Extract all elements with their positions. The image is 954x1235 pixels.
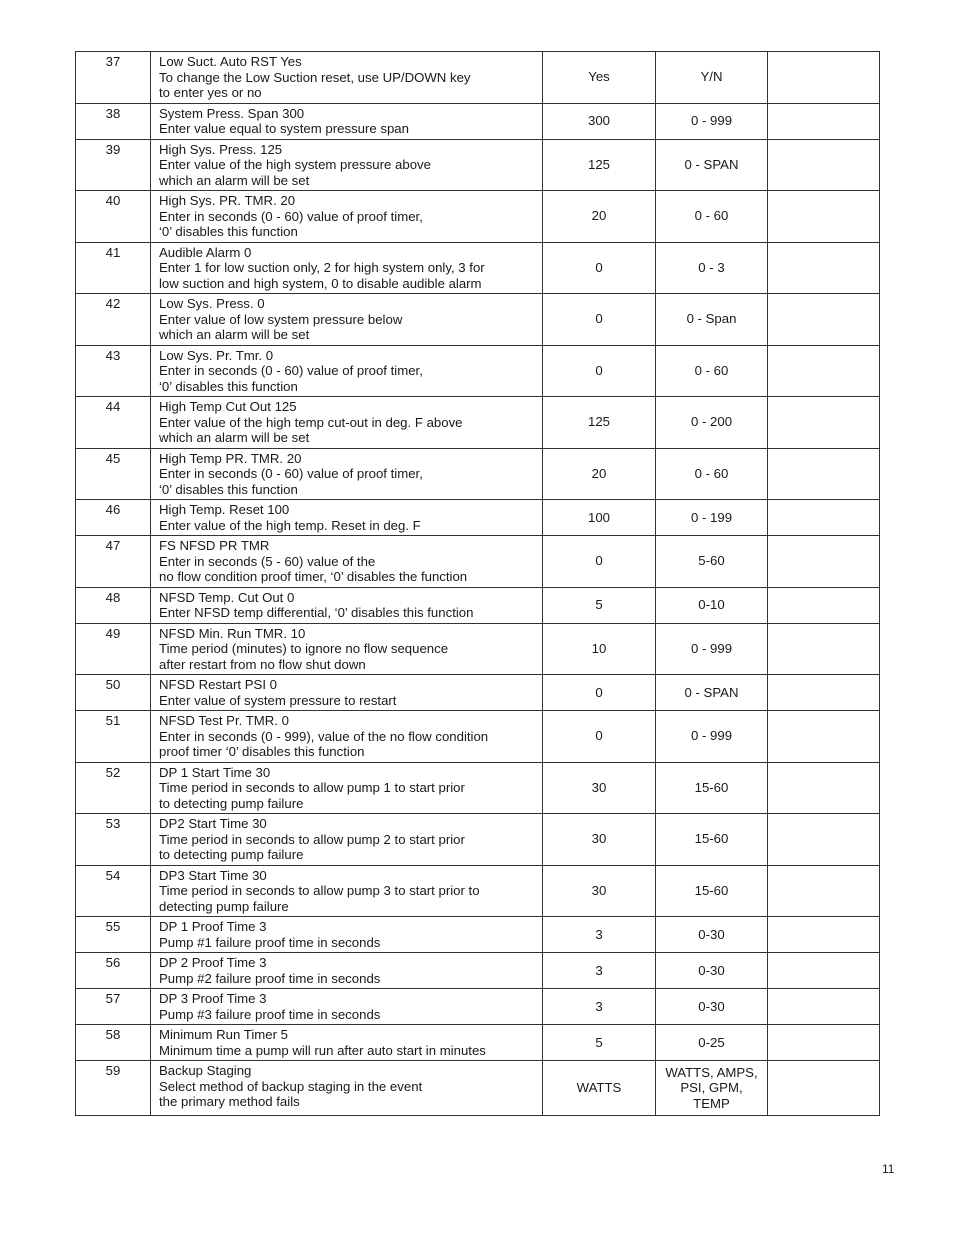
value-range: [656, 989, 768, 1025]
table-row: [76, 139, 880, 191]
parameter-number: 37: [76, 52, 151, 104]
value-range: [656, 103, 768, 139]
range-line: 0 - 60: [694, 208, 729, 224]
parameter-description: [151, 448, 543, 500]
parameter-description: [151, 103, 543, 139]
range-line: 15-60: [694, 882, 729, 898]
value-range: [656, 1061, 768, 1116]
default-value: 20: [543, 448, 656, 500]
parameter-help-text: low suction and high system, 0 to disable audible alarm: [159, 275, 482, 291]
default-value: 0: [543, 711, 656, 763]
value-range: [656, 865, 768, 917]
parameter-help-text: Enter value of the high temp. Reset in deg. F: [159, 517, 421, 533]
default-value: 0: [543, 675, 656, 711]
parameter-help-text: which an alarm will be set: [159, 430, 310, 446]
range-line: 0-30: [698, 962, 725, 978]
notes-cell: [768, 762, 880, 814]
parameter-help-text: Time period in seconds to allow pump 2 to start prior: [159, 831, 465, 847]
parameter-number: 48: [76, 587, 151, 623]
notes-cell: [768, 345, 880, 397]
default-value: 3: [543, 953, 656, 989]
parameter-help-text: Enter value equal to system pressure span: [159, 121, 409, 137]
parameter-help-text: to detecting pump failure: [159, 847, 304, 863]
parameter-name: High Temp PR. TMR. 20: [159, 450, 302, 466]
table-row: [76, 814, 880, 866]
notes-cell: [768, 675, 880, 711]
value-range: [656, 191, 768, 243]
parameter-description: [151, 711, 543, 763]
range-line: 0-10: [698, 597, 725, 613]
parameter-help-text: Enter in seconds (0 - 60) value of proof timer,: [159, 208, 423, 224]
table-row: [76, 989, 880, 1025]
notes-cell: [768, 242, 880, 294]
parameter-number: 55: [76, 917, 151, 953]
table-row: [76, 294, 880, 346]
parameter-name: NFSD Temp. Cut Out 0: [159, 589, 295, 605]
parameter-description: [151, 294, 543, 346]
parameter-help-text: ‘0’ disables this function: [159, 224, 298, 240]
range-line: 0 - 60: [694, 362, 729, 378]
parameter-name: DP 1 Start Time 30: [159, 764, 271, 780]
value-range: [656, 675, 768, 711]
range-line: 0-30: [698, 998, 725, 1014]
notes-cell: [768, 500, 880, 536]
parameter-number: 56: [76, 953, 151, 989]
value-range: [656, 623, 768, 675]
parameter-help-text: ‘0’ disables this function: [159, 378, 298, 394]
range-line: 0 - 999: [690, 728, 733, 744]
notes-cell: [768, 989, 880, 1025]
parameter-name: System Press. Span 300: [159, 105, 305, 121]
parameter-description: [151, 762, 543, 814]
range-line: 0 - 200: [690, 414, 733, 430]
value-range: [656, 1025, 768, 1061]
default-value: Yes: [543, 52, 656, 104]
parameter-help-text: which an alarm will be set: [159, 327, 310, 343]
range-line: TEMP: [693, 1095, 730, 1111]
value-range: [656, 711, 768, 763]
parameter-help-text: no flow condition proof timer, ‘0’ disables the function: [159, 569, 468, 585]
parameter-name: High Sys. Press. 125: [159, 141, 283, 157]
table-row: [76, 448, 880, 500]
parameter-help-text: Enter NFSD temp differential, ‘0’ disables this function: [159, 605, 474, 621]
table-row: [76, 917, 880, 953]
parameter-description: [151, 345, 543, 397]
parameter-help-text: Minimum time a pump will run after auto start in minutes: [159, 1042, 486, 1058]
notes-cell: [768, 587, 880, 623]
parameter-name: DP 2 Proof Time 3: [159, 955, 267, 970]
parameter-description: [151, 675, 543, 711]
parameter-name: Audible Alarm 0: [159, 244, 252, 260]
range-line: 0 - 999: [690, 640, 733, 656]
range-line: 0 - 999: [690, 113, 733, 129]
parameter-help-text: Enter value of the high temp cut-out in deg. F above: [159, 414, 463, 430]
parameter-help-text: Enter in seconds (5 - 60) value of the: [159, 553, 376, 569]
table-row: [76, 623, 880, 675]
parameter-help-text: which an alarm will be set: [159, 172, 310, 188]
default-value: 3: [543, 917, 656, 953]
value-range: [656, 397, 768, 449]
value-range: [656, 448, 768, 500]
parameter-help-text: Enter value of low system pressure below: [159, 311, 403, 327]
parameter-description: [151, 52, 543, 104]
parameter-description: [151, 953, 543, 989]
table-row: [76, 675, 880, 711]
table-row: [76, 242, 880, 294]
parameter-number: 43: [76, 345, 151, 397]
parameter-name: High Sys. PR. TMR. 20: [159, 193, 296, 208]
parameter-help-text: to enter yes or no: [159, 85, 262, 101]
value-range: [656, 52, 768, 104]
parameter-number: 54: [76, 865, 151, 917]
parameter-number: 46: [76, 500, 151, 536]
value-range: [656, 536, 768, 588]
range-line: 0 - SPAN: [684, 156, 739, 172]
range-line: 0 - 3: [698, 259, 725, 275]
parameter-name: Minimum Run Timer 5: [159, 1027, 288, 1042]
notes-cell: [768, 139, 880, 191]
parameter-help-text: Enter 1 for low suction only, 2 for high system only, 3 for: [159, 260, 485, 276]
parameter-help-text: ‘0’ disables this function: [159, 481, 298, 497]
parameter-number: 51: [76, 711, 151, 763]
notes-cell: [768, 397, 880, 449]
default-value: 5: [543, 1025, 656, 1061]
value-range: [656, 242, 768, 294]
table-row: [76, 345, 880, 397]
value-range: [656, 917, 768, 953]
parameter-help-text: Time period in seconds to allow pump 3 to start prior to: [159, 883, 480, 899]
value-range: [656, 587, 768, 623]
parameter-description: [151, 242, 543, 294]
parameter-name: DP3 Start Time 30: [159, 867, 267, 883]
parameter-name: High Temp. Reset 100: [159, 502, 290, 517]
range-line: 0 - 199: [690, 509, 733, 525]
parameter-name: High Temp Cut Out 125: [159, 399, 297, 414]
parameter-name: NFSD Min. Run TMR. 10: [159, 625, 306, 641]
parameter-number: 57: [76, 989, 151, 1025]
parameter-table-body: [76, 52, 880, 1116]
parameter-help-text: Time period (minutes) to ignore no flow sequence: [159, 641, 449, 657]
default-value: 125: [543, 397, 656, 449]
range-line: PSI, GPM,: [680, 1080, 743, 1096]
parameter-name: NFSD Test Pr. TMR. 0: [159, 713, 289, 728]
notes-cell: [768, 191, 880, 243]
default-value: 30: [543, 814, 656, 866]
value-range: [656, 294, 768, 346]
parameter-description: [151, 989, 543, 1025]
table-row: [76, 865, 880, 917]
parameter-number: 58: [76, 1025, 151, 1061]
notes-cell: [768, 294, 880, 346]
notes-cell: [768, 448, 880, 500]
parameter-help-text: to detecting pump failure: [159, 795, 304, 811]
table-row: [76, 103, 880, 139]
table-row: [76, 52, 880, 104]
parameter-name: DP 3 Proof Time 3: [159, 991, 267, 1006]
notes-cell: [768, 623, 880, 675]
default-value: 30: [543, 762, 656, 814]
notes-cell: [768, 865, 880, 917]
range-line: 5-60: [698, 553, 725, 569]
default-value: 5: [543, 587, 656, 623]
page-number: 11: [882, 1162, 895, 1176]
default-value: 300: [543, 103, 656, 139]
parameter-name: DP 1 Proof Time 3: [159, 919, 267, 934]
parameter-help-text: Pump #2 failure proof time in seconds: [159, 970, 381, 986]
default-value: 30: [543, 865, 656, 917]
parameter-number: 50: [76, 675, 151, 711]
table-row: [76, 587, 880, 623]
parameter-help-text: Enter value of the high system pressure above: [159, 157, 431, 173]
parameter-description: [151, 1061, 543, 1116]
parameter-number: 52: [76, 762, 151, 814]
parameter-help-text: Pump #3 failure proof time in seconds: [159, 1006, 381, 1022]
range-line: 15-60: [694, 831, 729, 847]
default-value: 0: [543, 345, 656, 397]
parameter-help-text: Pump #1 failure proof time in seconds: [159, 934, 381, 950]
parameter-name: DP2 Start Time 30: [159, 816, 267, 831]
parameter-help-text: detecting pump failure: [159, 898, 289, 914]
parameter-number: 42: [76, 294, 151, 346]
parameter-table: [75, 51, 880, 1116]
parameter-help-text: Select method of backup staging in the event: [159, 1078, 423, 1094]
table-row: [76, 1061, 880, 1116]
parameter-description: [151, 917, 543, 953]
parameter-help-text: after restart from no flow shut down: [159, 656, 366, 672]
parameter-name: Low Suct. Auto RST Yes: [159, 54, 302, 69]
value-range: [656, 814, 768, 866]
parameter-number: 59: [76, 1061, 151, 1116]
default-value: 0: [543, 242, 656, 294]
default-value: 3: [543, 989, 656, 1025]
default-value: 20: [543, 191, 656, 243]
range-line: Y/N: [700, 69, 723, 85]
table-row: [76, 536, 880, 588]
parameter-help-text: Enter in seconds (0 - 60) value of proof timer,: [159, 466, 423, 482]
parameter-number: 47: [76, 536, 151, 588]
parameter-name: NFSD Restart PSI 0: [159, 677, 277, 692]
range-line: 0-30: [698, 926, 725, 942]
parameter-description: [151, 536, 543, 588]
parameter-name: Backup Staging: [159, 1063, 252, 1078]
range-line: 15-60: [694, 779, 729, 795]
parameter-description: [151, 191, 543, 243]
range-line: 0-25: [698, 1034, 725, 1050]
parameter-number: 45: [76, 448, 151, 500]
notes-cell: [768, 917, 880, 953]
default-value: 0: [543, 536, 656, 588]
parameter-description: [151, 623, 543, 675]
notes-cell: [768, 814, 880, 866]
parameter-description: [151, 1025, 543, 1061]
value-range: [656, 762, 768, 814]
table-row: [76, 397, 880, 449]
parameter-help-text: Time period in seconds to allow pump 1 to start prior: [159, 780, 465, 796]
default-value: 0: [543, 294, 656, 346]
default-value: WATTS: [543, 1061, 656, 1116]
parameter-number: 40: [76, 191, 151, 243]
parameter-help-text: To change the Low Suction reset, use UP/DOWN key: [159, 69, 471, 85]
default-value: 10: [543, 623, 656, 675]
parameter-description: [151, 500, 543, 536]
notes-cell: [768, 1025, 880, 1061]
notes-cell: [768, 536, 880, 588]
value-range: [656, 953, 768, 989]
parameter-help-text: Enter value of system pressure to restart: [159, 692, 397, 708]
table-row: [76, 500, 880, 536]
table-row: [76, 1025, 880, 1061]
parameter-number: 44: [76, 397, 151, 449]
parameter-help-text: Enter in seconds (0 - 60) value of proof timer,: [159, 363, 423, 379]
parameter-number: 39: [76, 139, 151, 191]
parameter-name: Low Sys. Pr. Tmr. 0: [159, 347, 274, 363]
parameter-number: 38: [76, 103, 151, 139]
range-line: 0 - SPAN: [684, 684, 739, 700]
range-line: 0 - Span: [686, 311, 737, 327]
notes-cell: [768, 953, 880, 989]
parameter-description: [151, 865, 543, 917]
default-value: 125: [543, 139, 656, 191]
parameter-number: 41: [76, 242, 151, 294]
notes-cell: [768, 1061, 880, 1116]
parameter-description: [151, 587, 543, 623]
parameter-help-text: proof timer ‘0’ disables this function: [159, 744, 365, 760]
table-row: [76, 762, 880, 814]
parameter-description: [151, 139, 543, 191]
parameter-help-text: the primary method fails: [159, 1094, 300, 1110]
parameter-name: Low Sys. Press. 0: [159, 296, 265, 311]
parameter-description: [151, 814, 543, 866]
value-range: [656, 345, 768, 397]
parameter-name: FS NFSD PR TMR: [159, 538, 270, 553]
parameter-help-text: Enter in seconds (0 - 999), value of the no flow condition: [159, 728, 489, 744]
table-row: [76, 191, 880, 243]
notes-cell: [768, 103, 880, 139]
range-line: 0 - 60: [694, 465, 729, 481]
notes-cell: [768, 52, 880, 104]
value-range: [656, 139, 768, 191]
default-value: 100: [543, 500, 656, 536]
notes-cell: [768, 711, 880, 763]
parameter-number: 49: [76, 623, 151, 675]
parameter-description: [151, 397, 543, 449]
table-row: [76, 953, 880, 989]
parameter-number: 53: [76, 814, 151, 866]
value-range: [656, 500, 768, 536]
table-row: [76, 711, 880, 763]
range-line: WATTS, AMPS,: [665, 1064, 758, 1080]
